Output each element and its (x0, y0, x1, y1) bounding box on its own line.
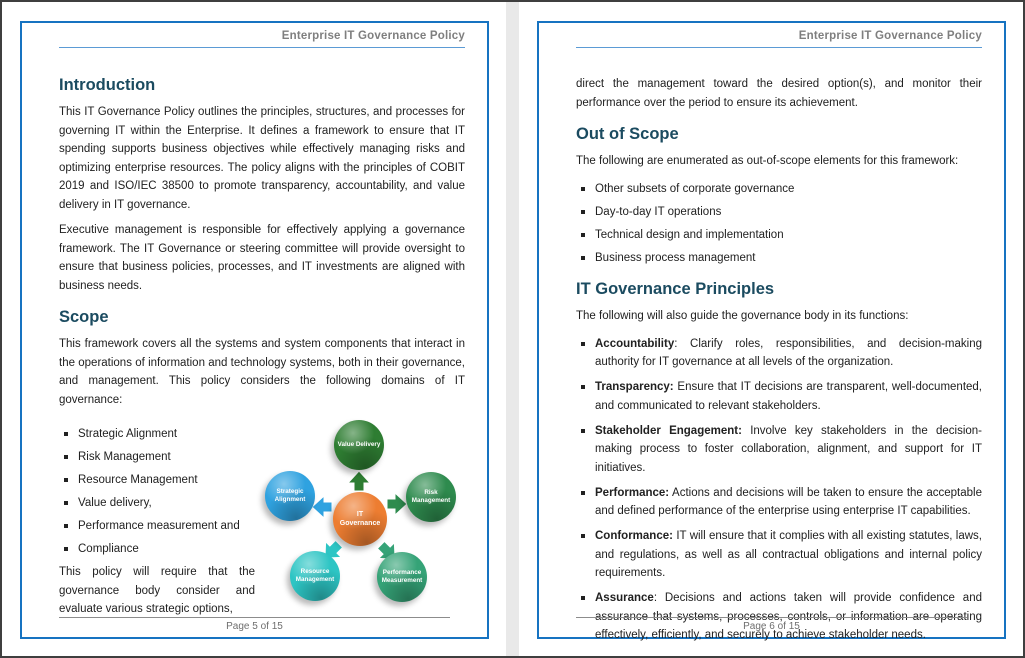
section-heading-introduction: Introduction (59, 76, 156, 94)
section-heading-out-of-scope: Out of Scope (576, 125, 679, 143)
scope-bullet-list (59, 425, 255, 559)
scope-paragraph-1: This framework covers all the systems and system components that interact in the operations of information and technology systems, both in their governance, and management. This policy considers the following domains of IT governance: (59, 338, 465, 406)
page-5-content (22, 75, 487, 626)
list-item: Resource Management (59, 471, 255, 490)
list-item: Accountability: Clarify roles, responsibilities, and decision-making authority for IT governance at all levels of the organization. (576, 335, 982, 372)
page-6-border (537, 21, 1006, 639)
diagram-node-value-delivery: Value Delivery (334, 420, 384, 470)
list-item: Assurance: Decisions and actions taken will provide confidence and assurance that systems, processes, controls, or information are operating effectively, efficiently, and securely to achieve stakeholder needs. (576, 589, 982, 645)
page-header (59, 23, 465, 48)
arrow-left-icon (312, 496, 332, 518)
scope-paragraph-2: This policy will require that the governance body consider and evaluate various strategic options, (59, 566, 255, 615)
diagram-node-resource-management: Resource Management (290, 551, 340, 601)
page-footer (59, 617, 450, 632)
scope-left-column (59, 416, 255, 626)
diagram-node-performance-measurement: Performance Measurement (377, 552, 427, 602)
continuation-paragraph: direct the management toward the desired option(s), and monitor their performance over the period to ensure its achievement. (576, 78, 982, 109)
list-item: Performance: Actions and decisions will be taken to ensure the acceptable and defined performance of the enterprise using enterprise IT capabilities. (576, 484, 982, 521)
list-item: Other subsets of corporate governance (576, 180, 982, 199)
page-6[interactable] (519, 2, 1023, 656)
diagram-node-it-governance: IT Governance (333, 492, 387, 546)
list-item: Compliance (59, 540, 255, 559)
list-item: Day-to-day IT operations (576, 203, 982, 222)
out-of-scope-paragraph: The following are enumerated as out-of-scope elements for this framework: (576, 155, 959, 167)
page-gap (506, 2, 519, 656)
page-5-border (20, 21, 489, 639)
intro-paragraph-2: Executive management is responsible for effectively applying a governance framework. The IT Governance or steering committee will provide oversight to ensure that business policies, processes, and IT investments are aligned with business needs. (59, 224, 465, 292)
section-heading-principles: IT Governance Principles (576, 280, 775, 298)
diagram-node-risk-management: Risk Management (406, 472, 456, 522)
page-5[interactable] (2, 2, 506, 656)
principles-bullet-list (576, 335, 982, 645)
section-heading-scope: Scope (59, 308, 109, 326)
list-item: Stakeholder Engagement: Involve key stakeholders in the decision-making process to foster collaboration, alignment, and support for IT initiatives. (576, 422, 982, 478)
diagram-node-strategic-alignment: Strategic Alignment (265, 471, 315, 521)
scope-columns (59, 416, 465, 626)
list-item: Performance measurement and (59, 517, 255, 536)
page-number: Page 5 of 15 (226, 621, 283, 632)
header-title: Enterprise IT Governance Policy (798, 30, 982, 42)
page-header (576, 23, 982, 48)
list-item: Technical design and implementation (576, 226, 982, 245)
page-footer (576, 617, 967, 632)
list-item: Risk Management (59, 448, 255, 467)
list-item: Transparency: Ensure that IT decisions are transparent, well-documented, and communicated to relevant stakeholders. (576, 378, 982, 415)
page-number: Page 6 of 15 (743, 621, 800, 632)
it-governance-diagram[interactable] (255, 417, 465, 613)
list-item: Business process management (576, 249, 982, 268)
arrow-right-icon (387, 493, 407, 515)
out-of-scope-bullet-list (576, 180, 982, 268)
page-6-content (539, 75, 1004, 645)
arrow-up-icon (348, 471, 370, 491)
list-item: Value delivery, (59, 494, 255, 513)
header-title: Enterprise IT Governance Policy (281, 30, 465, 42)
list-item: Strategic Alignment (59, 425, 255, 444)
list-item: Conformance: IT will ensure that it complies with all existing statutes, laws, and regulations, as well as all contractual obligations and internal policy requirements. (576, 527, 982, 583)
intro-paragraph-1: This IT Governance Policy outlines the principles, structures, and processes for governing IT within the Enterprise. It defines a framework to ensure that IT spending supports business objectives while effectively managing risks and optimizing enterprise resources. The policy aligns with the principles of COBIT 2019 and ISO/IEC 38500 to promote transparency, accountability, and value delivery in IT governance. (59, 106, 465, 211)
principles-paragraph: The following will also guide the governance body in its functions: (576, 310, 909, 322)
